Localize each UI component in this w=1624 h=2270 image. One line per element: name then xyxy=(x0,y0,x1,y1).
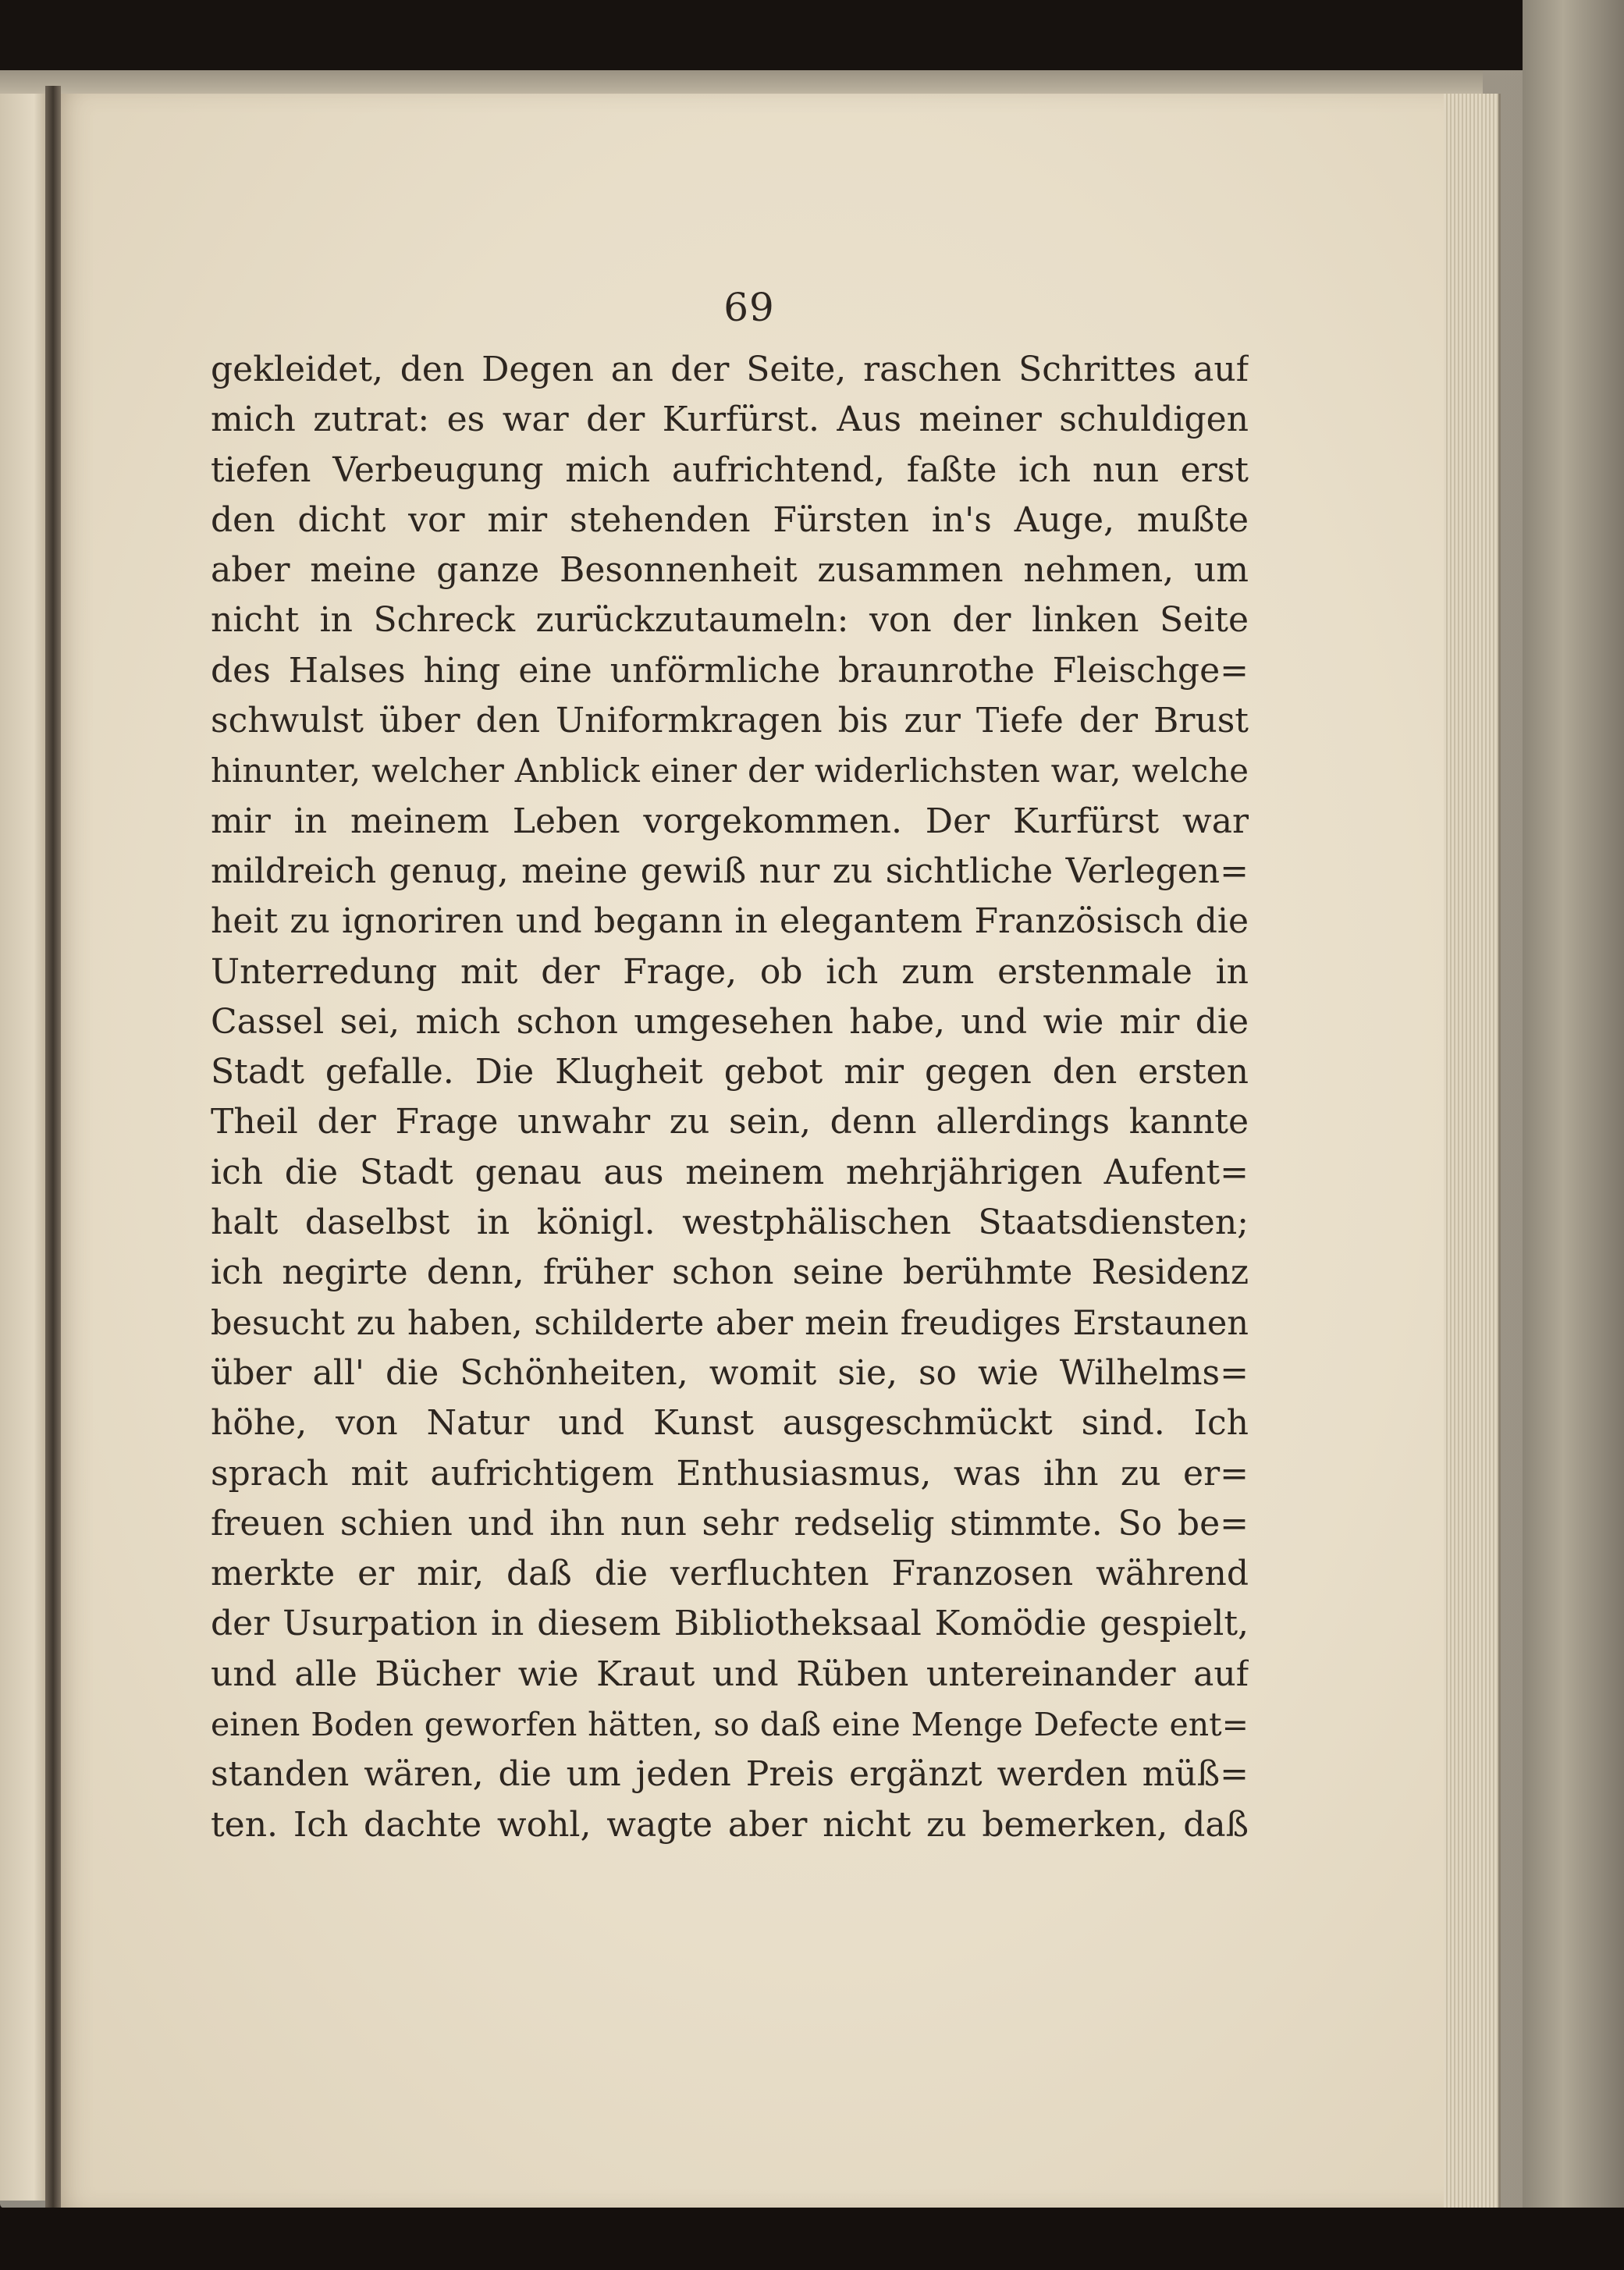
text-line: freuen schien und ihn nun sehr redselig stimmte. So be= xyxy=(211,1503,1249,1544)
text-line: mich zutrat: es war der Kurfürst. Aus meiner schuldigen xyxy=(211,400,1249,440)
text-line: aber meine ganze Besonnenheit zusammen nehmen, um xyxy=(211,550,1249,591)
text-line: tiefen Verbeugung mich aufrichtend, faßte ich nun erst xyxy=(211,449,1249,490)
text-line: den dicht vor mir stehenden Fürsten in's Auge, mußte xyxy=(211,499,1249,540)
text-line: Theil der Frage unwahr zu sein, denn allerdings kannte xyxy=(211,1102,1249,1142)
background xyxy=(0,2208,1624,2270)
text-line: schwulst über den Uniformkragen bis zur Tiefe der Brust xyxy=(211,701,1249,741)
text-line: mildreich genug, meine gewiß nur zu sichtliche Verlegen= xyxy=(211,851,1249,891)
text-line: mir in meinem Leben vorgekommen. Der Kurfürst war xyxy=(211,801,1249,841)
text-line: ich negirte denn, früher schon seine berühmte Residenz xyxy=(211,1252,1249,1293)
cover-edge xyxy=(1523,0,1624,2270)
text-line: Stadt gefalle. Die Klugheit gebot mir gegen den ersten xyxy=(211,1052,1249,1092)
text-line: des Halses hing eine unförmliche braunrothe Fleischge= xyxy=(211,650,1249,691)
book-gutter xyxy=(45,86,61,2208)
text-line: halt daselbst in königl. westphälischen Staatsdiensten; xyxy=(211,1202,1249,1243)
body-text xyxy=(211,345,1249,1850)
text-line: einen Boden geworfen hätten, so daß eine Menge Defecte ent= xyxy=(211,1706,1249,1744)
text-line: merkte er mir, daß die verfluchten Franzosen während xyxy=(211,1554,1249,1594)
text-line: gekleidet, den Degen an der Seite, raschen Schrittes auf xyxy=(211,350,1249,389)
text-line: Cassel sei, mich schon umgesehen habe, und wie mir die xyxy=(211,1001,1249,1042)
text-line: standen wären, die um jeden Preis ergänzt werden müß= xyxy=(211,1754,1249,1795)
text-line: nicht in Schreck zurückzutaumeln: von der linken Seite xyxy=(211,600,1249,641)
text-line: und alle Bücher wie Kraut und Rüben untereinander auf xyxy=(211,1654,1249,1694)
text-line: ten. Ich dachte wohl, wagte aber nicht zu bemerken, daß xyxy=(211,1804,1249,1845)
text-line: besucht zu haben, schilderte aber mein freudiges Erstaunen xyxy=(211,1303,1249,1343)
text-line: über all' die Schönheiten, womit sie, so wie Wilhelms= xyxy=(211,1352,1249,1393)
text-line: sprach mit aufrichtigem Enthusiasmus, was ihn zu er= xyxy=(211,1453,1249,1494)
page-number: 69 xyxy=(723,285,775,330)
left-page-edge xyxy=(0,94,48,2201)
text-line: Unterredung mit der Frage, ob ich zum erstenmale in xyxy=(211,951,1249,992)
book-page xyxy=(55,94,1444,2208)
text-line: höhe, von Natur und Kunst ausgeschmückt sind. Ich xyxy=(211,1403,1249,1444)
text-line: ich die Stadt genau aus meinem mehrjährigen Aufent= xyxy=(211,1152,1249,1192)
text-line: heit zu ignoriren und begann in elegantem Französisch die xyxy=(211,901,1249,942)
text-line: der Usurpation in diesem Bibliotheksaal Komödie gespielt, xyxy=(211,1604,1249,1644)
text-line: hinunter, welcher Anblick einer der widerlichsten war, welche xyxy=(211,751,1249,790)
